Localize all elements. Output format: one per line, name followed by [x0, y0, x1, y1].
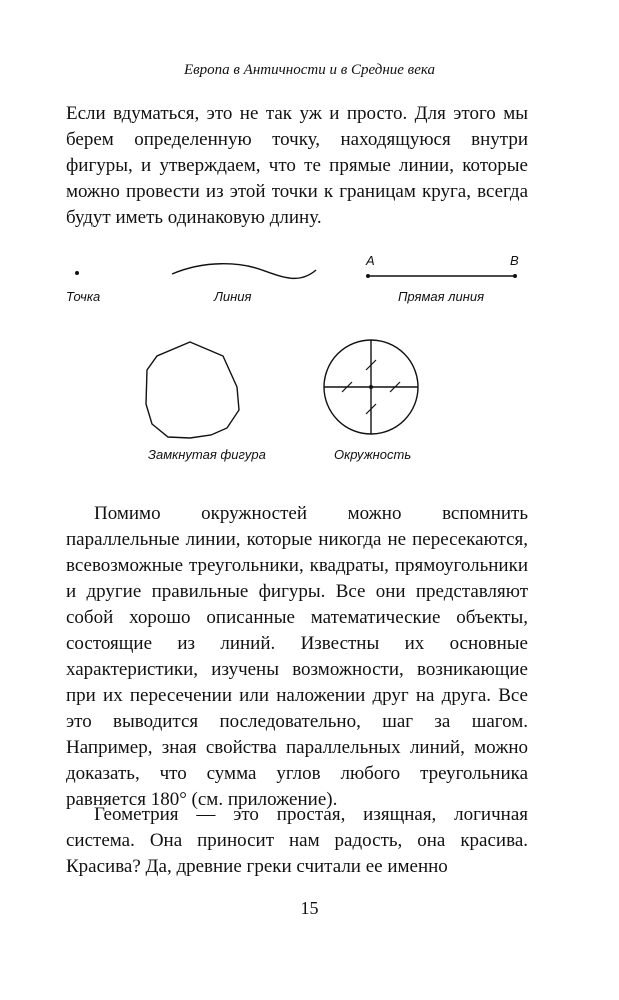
- geometry-figure: [0, 240, 619, 480]
- paragraph-2: Помимо окружностей можно вспомнить параллельные линии, которые никогда не пересекаются, всевозможные треугольники, квадраты, прямоугольники и другие правильные фигуры. Все они представляют собой хорошо описанные математические объекты, состоящие из линий. Известны их основные характеристики, изучены возможности, возникающие при их пересечении или наложении друг на друга. Все это выводится последовательно, шаг за шагом. Например, зная свойства параллельных линий, можно доказать, что сумма углов любого треугольника равняется 180° (см. приложение).: [66, 503, 528, 810]
- endpoint-b-dot: [513, 274, 517, 278]
- point-shape: [75, 271, 79, 275]
- page-number: 15: [300, 898, 319, 918]
- endpoint-b-label: B: [510, 253, 519, 268]
- line-label: Линия: [214, 289, 252, 304]
- endpoint-a-label: A: [366, 253, 375, 268]
- geometry-figure-drawing: [0, 240, 619, 480]
- closed-figure-label: Замкнутая фигура: [148, 447, 266, 462]
- endpoint-a-dot: [366, 274, 370, 278]
- running-head: Европа в Античности и в Средние века: [183, 62, 435, 78]
- closed-figure-shape: [146, 342, 239, 438]
- paragraph-3: Геометрия — это простая, изящная, логичная система. Она приносит нам радость, она красива. Красива? Да, древние греки считали ее именно: [66, 804, 528, 877]
- straight-line-label: Прямая линия: [398, 289, 485, 304]
- circle-label: Окружность: [334, 447, 412, 462]
- wavy-line-shape: [172, 264, 316, 279]
- paragraph-1: Если вдуматься, это не так уж и просто. Для этого мы берем определенную точку, находящуюся внутри фигуры, и утверждаем, что те прямые линии, которые можно провести из этой точки к границам круга, всегда будут иметь одинаковую длину.: [66, 103, 528, 228]
- circle-center-dot: [369, 385, 373, 389]
- point-label: Точка: [66, 289, 101, 304]
